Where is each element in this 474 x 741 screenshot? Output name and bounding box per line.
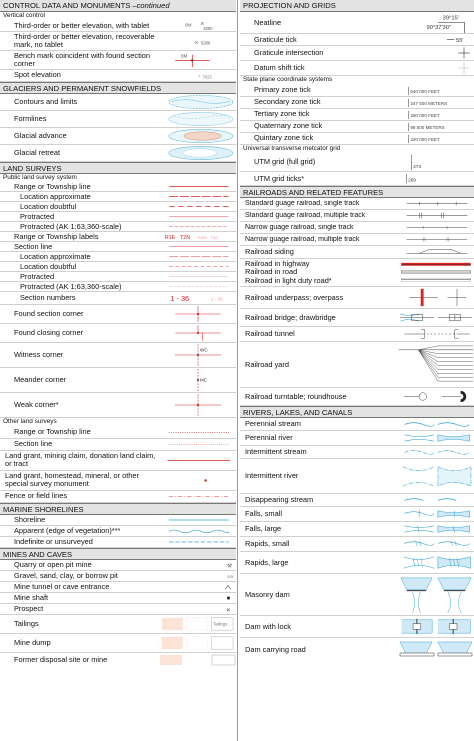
legend-row-found-corner [0, 305, 236, 324]
legend-label: Railroad turntable; roundhouse [245, 392, 347, 401]
legend-row-section-numbers [0, 292, 236, 305]
legend-label: Datum shift tick [254, 64, 305, 72]
legend-label: Witness corner [14, 351, 64, 359]
legend-row-rapids-large [240, 552, 474, 574]
legend-row-contours [0, 94, 236, 111]
legend-label: Protracted (AK 1:63,360-scale) [20, 282, 122, 291]
svg-text:×: × [226, 606, 231, 613]
glacier-contours-symbol [160, 94, 236, 110]
zone-tick-value: 320 000 FEET [410, 136, 440, 142]
section-header-marine: MARINE SHORELINES [0, 503, 236, 515]
legend-row-sec-loc-approx [0, 252, 236, 262]
legend-label-road: Railroad in road [245, 267, 298, 277]
bm-text: BM [185, 21, 192, 27]
legend-row-loc-approx [0, 192, 236, 202]
legend-row-range-line [0, 182, 236, 192]
legend-label: Falls, large [245, 525, 282, 533]
legend-label: Graticule tick [254, 35, 297, 44]
witness-corner-symbol [160, 343, 236, 367]
legend-row-intermittent-stream [240, 446, 474, 459]
range-labels-symbol [160, 232, 236, 241]
legend-row-prospect [0, 604, 236, 615]
glacial-advance-symbol [160, 128, 236, 144]
rr-bridge-symbol [398, 309, 474, 326]
legend-label-highway: Railroad in highway [245, 259, 310, 268]
legend-label: Fence or field lines [5, 492, 68, 500]
legend-row-loc-doubtful [0, 202, 236, 212]
rapids-large-symbol [398, 552, 474, 573]
svg-text:⸰⸰: ⸰⸰ [227, 573, 234, 580]
legend-label-light-duty: Railroad in light duty road* [245, 275, 332, 285]
legend-label: Section numbers [20, 294, 76, 302]
std-multiple-track-symbol [398, 210, 474, 221]
legend-row-rr-roads [240, 259, 474, 287]
legend-row-std-single [240, 198, 474, 210]
legend-row-quaternary [240, 121, 474, 133]
intermittent-stream-symbol [398, 446, 474, 458]
legend-row-underpass [240, 287, 474, 309]
legend-row-weak-corner [0, 393, 236, 418]
utm-ticks-symbol [398, 172, 474, 185]
legend-label: Protracted (AK 1:63,360-scale) [20, 222, 122, 231]
section-header-rivers: RIVERS, LAKES, AND CANALS [240, 406, 474, 418]
legend-label: Tailings [14, 619, 39, 628]
legend-row-third-order-tablet [0, 21, 236, 32]
neatline-lon: 90°37'30" [426, 25, 451, 32]
legend-label: Quintary zone tick [254, 134, 314, 142]
apparent-shoreline-symbol [160, 526, 236, 536]
dam-carrying-road-symbol [398, 638, 474, 662]
legend-row-shaft [0, 593, 236, 604]
utm-value: 269 [408, 177, 416, 183]
svg-text:✕: ✕ [194, 39, 199, 46]
legend-row-range-labels [0, 232, 236, 242]
neatline-symbol [398, 12, 474, 33]
section-numbers-symbol [160, 292, 236, 304]
protracted-ak-symbol [160, 222, 236, 231]
legend-label: Shoreline [14, 515, 46, 524]
legend-row-dam-road [240, 638, 474, 662]
legend-row-rapids-small [240, 537, 474, 552]
legend-label: Perennial river [245, 434, 293, 442]
zone-tick-value: 640 000 FEET [410, 88, 440, 94]
legend-label: Meander corner [14, 376, 67, 384]
svg-text:✕: ✕ [199, 21, 205, 28]
legend-label: Location approximate [20, 192, 91, 201]
gravel-pit-icon [160, 571, 236, 581]
land-grant-mining-symbol [160, 451, 236, 470]
legend-row-formlines [0, 111, 236, 128]
legend-row-narrow-multiple [240, 234, 474, 246]
legend-row-former [0, 653, 236, 667]
legend-row-land-grant-homestead [0, 471, 236, 491]
mc-text: MC [199, 378, 208, 384]
std-single-track-symbol [398, 198, 474, 209]
indefinite-shoreline-symbol [160, 537, 236, 547]
legend-label: Bench mark coincident with found section corner [14, 51, 150, 68]
legend-row-found-closing [0, 324, 236, 343]
sec-loc-doubtful-symbol [160, 262, 236, 271]
legend-label: Prospect [14, 604, 44, 613]
legend-row-neatline [240, 12, 474, 34]
section-header-railroads: RAILROADS AND RELATED FEATURES [240, 186, 474, 198]
legend-label: Range or Township line [14, 182, 91, 191]
legend-label: Indefinite or unsurveyed [14, 537, 93, 546]
legend-label: Location doubtful [20, 202, 77, 211]
left-column [0, 0, 236, 667]
loc-doubtful-symbol [160, 202, 236, 211]
legend-row-dam-lock [240, 616, 474, 638]
sec-protracted-symbol [160, 272, 236, 281]
legend-label: Dam carrying road [245, 646, 306, 654]
legend-label: Railroad yard [245, 360, 289, 369]
legend-row-yard [240, 342, 474, 388]
railroad-in-roads-symbol [398, 259, 474, 286]
legend-label: Railroad tunnel [245, 330, 295, 338]
legend-row-quintary [240, 133, 474, 145]
bm-text: BM [180, 53, 188, 59]
legend-row-tertiary [240, 109, 474, 121]
legend-label-group [240, 260, 398, 286]
spot-elevation-value: 7623 [202, 73, 212, 79]
range-label-t2n: T2N [180, 234, 191, 241]
legend-label: Weak corner* [14, 401, 59, 409]
protracted-symbol [160, 212, 236, 221]
legend-label: Narrow guage railroad, single track [245, 223, 354, 231]
section-header-glaciers: GLACIERS AND PERMANENT SNOWFIELDS [0, 82, 236, 94]
legend-row-perennial-river [240, 431, 474, 446]
legend-label: Apparent (edge of vegetation)*** [14, 526, 121, 535]
legend-label: Perennial stream [245, 420, 301, 428]
legend-label: Standard guage railroad, single track [245, 199, 360, 207]
wc-text: WC [199, 348, 208, 354]
subhead-utm: Universal transverse metcator grid [243, 144, 341, 152]
svg-text:⚒: ⚒ [227, 562, 232, 569]
legend-row-third-order-recoverable [0, 32, 236, 51]
subhead-state-plane: State plane coordinate systems [243, 76, 333, 83]
fence-symbol [160, 491, 236, 502]
legend-row-shoreline [0, 515, 236, 526]
subhead-vertical-control: Vertical control [3, 12, 45, 19]
legend-row-other-range [0, 427, 236, 439]
legend-label: UTM grid (full grid) [254, 158, 316, 166]
legend-label: Mine dump [14, 638, 51, 647]
legend-label: Found closing corner [14, 329, 84, 337]
mine-dump-symbol [160, 634, 236, 652]
legend-row-sec-protracted [0, 272, 236, 282]
legend-label: Masonry dam [245, 590, 290, 599]
rr-yard-symbol [398, 342, 474, 387]
legend-label: Location doubtful [20, 262, 77, 271]
legend-row-std-multiple [240, 210, 474, 222]
narrow-multiple-track-symbol [398, 234, 474, 245]
legend-label: Range or Township line [14, 428, 91, 436]
legend-row-utm-full [240, 153, 474, 172]
section-title: CONTROL DATA AND MONUMENTS [3, 1, 131, 10]
legend-row-siding [240, 246, 474, 259]
legend-label: Third-order or better elevation, with tablet [14, 21, 150, 30]
legend-row-tunnel [0, 582, 236, 593]
perennial-stream-symbol [398, 418, 474, 430]
legend-label: Glacial advance [14, 131, 67, 140]
legend-row-bridge [240, 309, 474, 327]
zone-tick-value: 260 000 FEET [410, 112, 440, 118]
range-line-symbol [160, 182, 236, 191]
quarry-icon [160, 560, 236, 570]
legend-label: Dam with lock [245, 622, 291, 631]
legend-row-turntable [240, 388, 474, 406]
range-label-r3w: R3W [198, 234, 207, 240]
legend-label: Section line [14, 242, 53, 251]
continued-label: –continued [132, 1, 170, 10]
legend-label: Land grant, homestead, mineral, or other special survey monument [5, 472, 139, 488]
legend-label: Protracted [20, 212, 55, 221]
perennial-river-symbol [398, 431, 474, 445]
section-line-symbol [160, 242, 236, 251]
legend-label: Quaternary zone tick [254, 122, 323, 130]
range-label-t4s: T4S [210, 234, 219, 240]
secondary-zone-tick-symbol [398, 97, 474, 108]
legend-label: Gravel, sand, clay, or borrow pit [14, 571, 118, 580]
disappearing-stream-symbol [398, 494, 474, 506]
section-number-light: 1 - 36 [210, 296, 223, 302]
legend-label: Rapids, small [245, 540, 290, 548]
legend-label: Falls, small [245, 510, 282, 518]
falls-large-symbol [398, 522, 474, 536]
legend-label: Section line [14, 440, 53, 448]
sec-protracted-ak-symbol [160, 282, 236, 291]
meander-corner-symbol [160, 368, 236, 392]
legend-label: Glacial retreat [14, 148, 61, 157]
legend-row-primary [240, 85, 474, 97]
sec-loc-approx-symbol [160, 252, 236, 261]
column-divider [237, 0, 238, 741]
legend-label: Intermittent river [245, 472, 299, 480]
railroad-siding-symbol [398, 246, 474, 258]
legend-row-sec-loc-doubtful [0, 262, 236, 272]
legend-label: Land grant, mining claim, donation land claim, or tract [5, 452, 156, 468]
weak-corner-symbol [160, 393, 236, 417]
legend-row-graticule-tick [240, 34, 474, 46]
legend-row-sec-protracted-ak [0, 282, 236, 292]
legend-row-quarry [0, 560, 236, 571]
legend-label: Secondary zone tick [254, 98, 321, 106]
graticule-tick-symbol [398, 34, 474, 45]
legend-row-tailings [0, 615, 236, 634]
dam-with-lock-symbol [398, 616, 474, 637]
legend-label: Tertiary zone tick [254, 110, 310, 118]
tailings-text: Tailings [213, 620, 228, 626]
legend-label: Railroad bridge; drawbridge [245, 313, 336, 322]
range-label-r1e: R1E [164, 234, 176, 241]
legend-label: Disappearing stream [245, 496, 314, 504]
legend-row-apparent [0, 526, 236, 537]
datum-shift-symbol [398, 61, 474, 75]
legend-row-intermittent-river [240, 459, 474, 494]
section-number-red: 1 - 36 [170, 293, 190, 303]
svg-text:×: × [198, 72, 201, 78]
bench-mark-symbol [160, 51, 236, 69]
legend-row-protracted [0, 212, 236, 222]
falls-small-symbol [398, 507, 474, 521]
rapids-small-symbol [398, 537, 474, 551]
legend-row-fence [0, 491, 236, 503]
subhead-public-land: Public land survey system [3, 173, 77, 181]
intermittent-river-symbol [398, 459, 474, 493]
legend-label: Third-order or better elevation, recoverable mark, no tablet [14, 32, 155, 49]
glacier-formlines-symbol [160, 111, 236, 127]
legend-row-rr-tunnel [240, 327, 474, 342]
section-header-projection: PROJECTION AND GRIDS [240, 0, 474, 12]
prospect-icon [160, 604, 236, 614]
legend-label: Railroad underpass; overpass [245, 293, 344, 302]
land-grant-monument-symbol [160, 471, 236, 490]
neatline-lat: 39°15' [442, 15, 459, 22]
legend-row-secondary [240, 97, 474, 109]
elevation-value: 5280 [203, 25, 213, 31]
legend-row-land-grant-mining [0, 451, 236, 471]
quintary-zone-tick-symbol [398, 133, 474, 144]
glacial-retreat-symbol [160, 145, 236, 161]
legend-row-witness-corner [0, 343, 236, 368]
legend-row-masonry-dam [240, 574, 474, 616]
mine-shaft-icon [160, 593, 236, 603]
graticule-intersection-symbol [398, 46, 474, 60]
legend-row-disappearing [240, 494, 474, 507]
right-column [240, 0, 474, 662]
legend-label: Protracted [20, 272, 55, 281]
legend-label: Intermittent stream [245, 448, 307, 456]
legend-label: Found section corner [14, 310, 84, 318]
primary-zone-tick-symbol [398, 85, 474, 96]
narrow-single-track-symbol [398, 222, 474, 233]
legend-label: Graticule intersection [254, 49, 324, 57]
legend-label: Range or Township labels [14, 232, 99, 241]
recoverable-mark-symbol [160, 32, 236, 50]
legend-row-other-section [0, 439, 236, 451]
utm-full-grid-symbol [398, 153, 474, 171]
legend-label: Railroad siding [245, 248, 294, 256]
zone-tick-value: 98 500 METERS [410, 124, 445, 130]
legend-row-glacial-retreat [0, 145, 236, 162]
legend-row-indefinite [0, 537, 236, 548]
legend-label: Formlines [14, 114, 47, 123]
graticule-tick-value: 55' [456, 37, 464, 44]
legend-row-dump [0, 634, 236, 653]
legend-row-meander-corner [0, 368, 236, 393]
legend-row-section-line [0, 242, 236, 252]
legend-label: Mine shaft [14, 593, 49, 602]
section-header-land-surveys: LAND SURVEYS [0, 162, 236, 174]
legend-label: Neatline [254, 18, 282, 27]
loc-approx-symbol [160, 192, 236, 201]
other-range-symbol [160, 427, 236, 438]
other-section-symbol [160, 439, 236, 450]
legend-label: Primary zone tick [254, 86, 311, 94]
tailings-symbol [160, 615, 236, 633]
former-disposal-symbol [160, 653, 236, 667]
found-corner-symbol [160, 305, 236, 323]
tertiary-zone-tick-symbol [398, 109, 474, 120]
utm-value: 273 [413, 165, 422, 171]
legend-row-utm-ticks [240, 172, 474, 186]
rr-tunnel-symbol [398, 327, 474, 341]
masonry-dam-symbol [398, 574, 474, 615]
quaternary-zone-tick-symbol [398, 121, 474, 132]
legend-row-narrow-single [240, 222, 474, 234]
rr-turntable-symbol [398, 388, 474, 405]
legend-label: Former disposal site or mine [14, 655, 108, 664]
zone-tick-value: 247 500 METERS [410, 100, 448, 106]
legend-label: Rapids, large [245, 558, 289, 567]
section-header-mines: MINES AND CAVES [0, 548, 236, 560]
legend-row-bench-mark [0, 51, 236, 70]
legend-row-protracted-ak [0, 222, 236, 232]
legend-label: Spot elevation [14, 71, 61, 79]
legend-row-glacial-advance [0, 128, 236, 145]
elevation-value: 5280 [200, 39, 211, 45]
legend-label: Quarry or open pit mine [14, 560, 92, 569]
legend-row-falls-small [240, 507, 474, 522]
legend-row-spot-elevation [0, 70, 236, 82]
mine-tunnel-icon [160, 582, 236, 592]
bm-tablet-symbol [160, 21, 236, 31]
legend-row-graticule-intersection [240, 46, 474, 61]
legend-label: Mine tunnel or cave entrance [14, 582, 110, 591]
legend-label: UTM grid ticks* [254, 174, 305, 183]
section-header-control [0, 0, 236, 12]
subhead-other-surveys: Other land surveys [3, 418, 57, 425]
legend-row-falls-large [240, 522, 474, 537]
found-closing-symbol [160, 324, 236, 342]
legend-label: Narrow guage railroad, multiple track [245, 235, 360, 243]
shoreline-symbol [160, 515, 236, 525]
legend-row-gravel [0, 571, 236, 582]
legend-label: Location approximate [20, 252, 91, 261]
legend-label: Contours and limits [14, 97, 78, 106]
legend-label: Standard guage railroad, multiple track [245, 211, 366, 219]
legend-row-perennial-stream [240, 418, 474, 431]
rr-underpass-symbol [398, 287, 474, 308]
legend-row-datum-shift [240, 61, 474, 76]
spot-elevation-symbol [160, 70, 236, 81]
